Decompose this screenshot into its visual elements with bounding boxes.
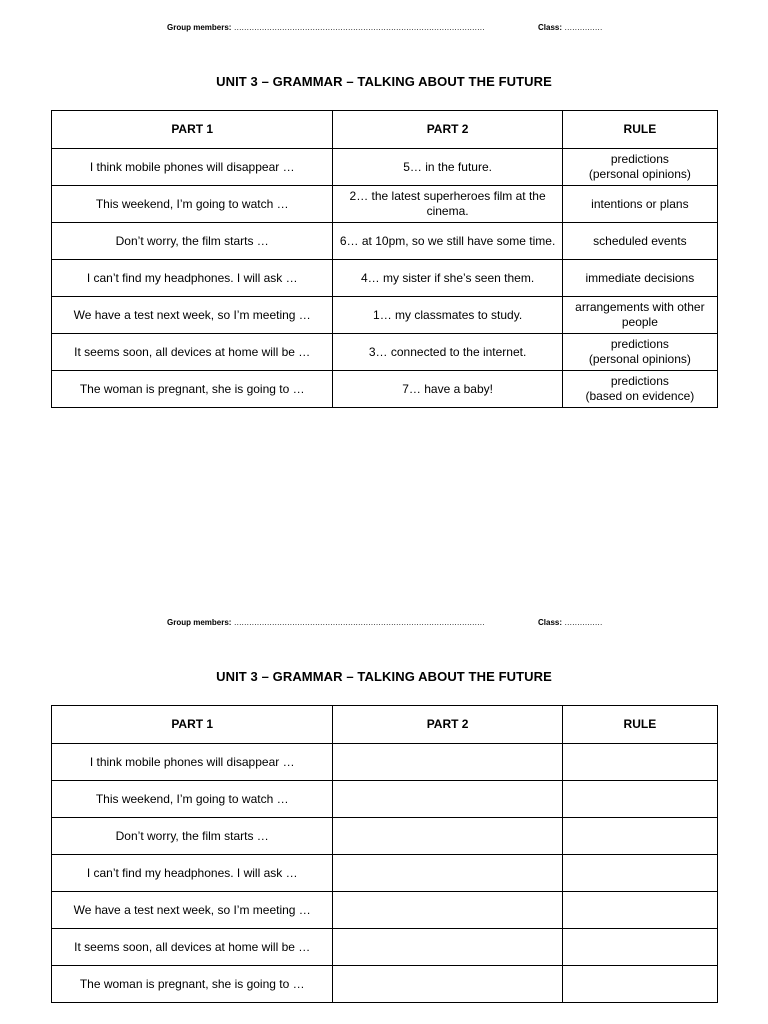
- rule-label: scheduled events: [593, 233, 687, 248]
- part2-answer-cell[interactable]: [333, 744, 562, 781]
- table-row: [52, 966, 718, 1003]
- part1-cell: I can’t find my headphones. I will ask …: [52, 855, 333, 892]
- rule-answer-cell[interactable]: [562, 818, 717, 855]
- column-header-rule: RULE: [562, 111, 717, 149]
- rule-answer-cell[interactable]: [562, 966, 717, 1003]
- table-row: [52, 371, 718, 408]
- rule-cell: [562, 297, 717, 334]
- rule-cell: [562, 371, 717, 408]
- column-header-rule: RULE: [562, 706, 717, 744]
- table-row: [52, 297, 718, 334]
- part1-cell: We have a test next week, so I’m meeting …: [52, 892, 333, 929]
- part2-cell: 7… have a baby!: [333, 371, 562, 408]
- table-row: [52, 929, 718, 966]
- rule-cell: [562, 334, 717, 371]
- rule-note: (personal opinions): [588, 167, 691, 181]
- rule-label: predictions: [610, 337, 669, 351]
- table-row: [52, 186, 718, 223]
- part2-answer-cell[interactable]: [333, 892, 562, 929]
- rule-note: (based on evidence): [585, 389, 695, 403]
- class-field: Class: ……………: [538, 23, 603, 32]
- rule-cell: [562, 149, 717, 186]
- part1-cell: It seems soon, all devices at home will be …: [52, 334, 333, 371]
- part2-cell: 6… at 10pm, so we still have some time.: [333, 223, 562, 260]
- rule-note: (personal opinions): [588, 352, 691, 366]
- class-field: Class: ……………: [538, 618, 603, 627]
- column-header-part1: PART 1: [52, 706, 333, 744]
- rule-label: intentions or plans: [591, 196, 689, 211]
- group-members-field: Group members: ………………………………………………………………………………………: [167, 618, 485, 627]
- part2-answer-cell[interactable]: [333, 855, 562, 892]
- part2-answer-cell[interactable]: [333, 929, 562, 966]
- table-header-row: [52, 111, 718, 149]
- worksheet-title: UNIT 3 – GRAMMAR – TALKING ABOUT THE FUTURE: [216, 669, 552, 684]
- table-row: [52, 744, 718, 781]
- table-row: [52, 781, 718, 818]
- worksheet-title: UNIT 3 – GRAMMAR – TALKING ABOUT THE FUTURE: [216, 74, 552, 89]
- rule-cell: [562, 186, 717, 223]
- worksheet-header: [0, 23, 768, 35]
- part1-cell: It seems soon, all devices at home will be …: [52, 929, 333, 966]
- rule-cell: [562, 260, 717, 297]
- answer-table: [51, 110, 718, 408]
- table-row: [52, 334, 718, 371]
- part1-cell: I think mobile phones will disappear …: [52, 744, 333, 781]
- group-members-field: Group members: ………………………………………………………………………………………: [167, 23, 485, 32]
- part1-cell: We have a test next week, so I’m meeting …: [52, 297, 333, 334]
- rule-label: predictions: [610, 374, 669, 388]
- table-row: [52, 260, 718, 297]
- table-row: [52, 149, 718, 186]
- table-row: [52, 892, 718, 929]
- part2-cell: 4… my sister if she’s seen them.: [333, 260, 562, 297]
- part2-answer-cell[interactable]: [333, 781, 562, 818]
- column-header-part1: PART 1: [52, 111, 333, 149]
- part2-cell: 5… in the future.: [333, 149, 562, 186]
- table-row: [52, 223, 718, 260]
- part1-cell: The woman is pregnant, she is going to …: [52, 966, 333, 1003]
- table-row: [52, 855, 718, 892]
- rule-answer-cell[interactable]: [562, 744, 717, 781]
- rule-label: arrangements with other people: [575, 300, 705, 329]
- part1-cell: The woman is pregnant, she is going to …: [52, 371, 333, 408]
- worksheet-header: [0, 618, 768, 630]
- part2-cell: 1… my classmates to study.: [333, 297, 562, 334]
- table-row: [52, 818, 718, 855]
- part2-cell: 3… connected to the internet.: [333, 334, 562, 371]
- part1-cell: I think mobile phones will disappear …: [52, 149, 333, 186]
- rule-answer-cell[interactable]: [562, 929, 717, 966]
- column-header-part2: PART 2: [333, 706, 562, 744]
- part1-cell: I can’t find my headphones. I will ask …: [52, 260, 333, 297]
- part2-answer-cell[interactable]: [333, 818, 562, 855]
- column-header-part2: PART 2: [333, 111, 562, 149]
- rule-cell: [562, 223, 717, 260]
- part2-cell: 2… the latest superheroes film at the cinema.: [333, 186, 562, 223]
- part1-cell: This weekend, I’m going to watch …: [52, 186, 333, 223]
- part1-cell: Don’t worry, the film starts …: [52, 223, 333, 260]
- rule-answer-cell[interactable]: [562, 855, 717, 892]
- rule-answer-cell[interactable]: [562, 892, 717, 929]
- part2-answer-cell[interactable]: [333, 966, 562, 1003]
- rule-label: immediate decisions: [585, 270, 695, 285]
- part1-cell: Don’t worry, the film starts …: [52, 818, 333, 855]
- exercise-table: [51, 705, 718, 1003]
- table-header-row: [52, 706, 718, 744]
- rule-label: predictions: [610, 152, 669, 166]
- part1-cell: This weekend, I’m going to watch …: [52, 781, 333, 818]
- rule-answer-cell[interactable]: [562, 781, 717, 818]
